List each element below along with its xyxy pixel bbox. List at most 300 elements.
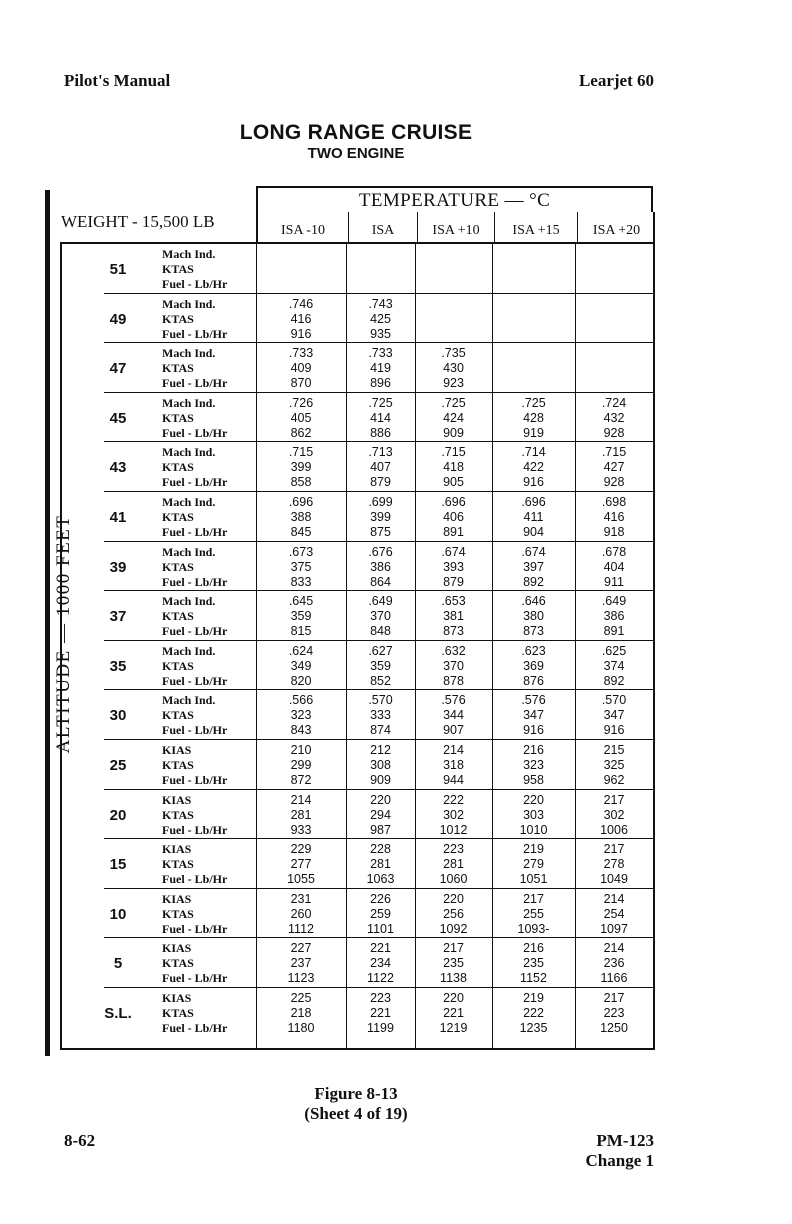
parameter-label: Fuel - Lb/Hr bbox=[162, 673, 228, 688]
altitude-value: 49 bbox=[109, 310, 127, 328]
altitude-value: 41 bbox=[109, 509, 127, 526]
table-cell: 424 bbox=[443, 410, 464, 425]
table-cell: 216 bbox=[523, 941, 544, 956]
altitude-axis-text: ALTITUDE — 1000 FEET bbox=[53, 514, 74, 754]
parameter-label: KIAS bbox=[162, 991, 192, 1005]
parameter-label: KTAS bbox=[162, 807, 194, 822]
table-cell: 254 bbox=[603, 906, 625, 921]
parameter-label: KTAS bbox=[162, 956, 194, 971]
table-cell: 386 bbox=[370, 559, 391, 574]
table-cell: .726 bbox=[288, 395, 314, 410]
parameter-label: Fuel - Lb/Hr bbox=[162, 822, 228, 837]
table-cell: 1122 bbox=[367, 971, 394, 986]
table-cell: 302 bbox=[443, 807, 464, 822]
table-cell: .632 bbox=[441, 643, 466, 658]
parameter-label: Fuel - Lb/Hr bbox=[162, 723, 228, 738]
parameter-label: Mach Ind. bbox=[162, 346, 216, 361]
table-cell: 388 bbox=[290, 510, 312, 524]
column-header: ISA +10 bbox=[417, 212, 494, 242]
table-cell: 416 bbox=[290, 311, 312, 326]
table-cell: .733 bbox=[288, 346, 314, 361]
table-cell: 1180 bbox=[287, 1021, 315, 1035]
parameter-label: KTAS bbox=[162, 311, 194, 326]
table-cell: 878 bbox=[443, 673, 464, 688]
table-cell: 260 bbox=[290, 906, 312, 921]
table-cell: 411 bbox=[523, 510, 544, 524]
table-cell: 1199 bbox=[367, 1021, 394, 1035]
table-cell: 405 bbox=[290, 410, 312, 425]
table-cell: 419 bbox=[370, 361, 391, 376]
table-cell: 422 bbox=[523, 460, 544, 475]
table-cell: 217 bbox=[443, 941, 464, 956]
table-cell: .570 bbox=[368, 693, 393, 708]
table-cell: 217 bbox=[603, 792, 625, 807]
table-cell: .576 bbox=[441, 693, 466, 708]
table-cell: 909 bbox=[443, 425, 464, 440]
table-cell: 873 bbox=[523, 624, 544, 639]
table-cell: .699 bbox=[368, 495, 393, 509]
table-cell: 928 bbox=[603, 475, 625, 490]
table-cell: 432 bbox=[603, 410, 625, 425]
page-subtitle: TWO ENGINE bbox=[307, 145, 405, 162]
table-cell: 222 bbox=[523, 1006, 544, 1020]
table-cell: .576 bbox=[521, 693, 546, 708]
parameter-label: Mach Ind. bbox=[162, 643, 216, 658]
parameter-label: Mach Ind. bbox=[162, 445, 216, 460]
parameter-label: Fuel - Lb/Hr bbox=[162, 425, 228, 440]
table-cell: 1093- bbox=[517, 921, 550, 936]
table-cell: .724 bbox=[601, 395, 627, 410]
figure-caption: Figure 8-13 bbox=[314, 1084, 398, 1103]
table-cell: 916 bbox=[290, 326, 312, 341]
altitude-value: 47 bbox=[109, 360, 127, 378]
table-row bbox=[62, 938, 653, 988]
table-cell: 223 bbox=[603, 1006, 625, 1020]
altitude-value: 30 bbox=[109, 707, 127, 725]
table-cell: .715 bbox=[288, 445, 314, 460]
table-cell: 843 bbox=[290, 723, 312, 738]
table-cell: .746 bbox=[288, 296, 314, 311]
table-cell: 1012 bbox=[439, 822, 468, 837]
table-cell: .725 bbox=[441, 395, 466, 410]
table-cell: 221 bbox=[443, 1006, 464, 1020]
altitude-value: 20 bbox=[109, 806, 127, 824]
table-cell: 278 bbox=[603, 857, 625, 872]
table-cell: 414 bbox=[370, 410, 391, 425]
table-cell: 302 bbox=[603, 807, 625, 822]
parameter-label: Mach Ind. bbox=[162, 296, 216, 311]
parameter-label: KIAS bbox=[162, 941, 192, 956]
parameter-label: KTAS bbox=[162, 708, 194, 723]
altitude-value: 39 bbox=[109, 558, 127, 576]
table-cell: 399 bbox=[290, 460, 312, 475]
parameter-label: Mach Ind. bbox=[162, 495, 216, 509]
table-cell: 333 bbox=[370, 708, 391, 723]
parameter-label: KTAS bbox=[162, 262, 194, 276]
table-cell: .698 bbox=[601, 495, 627, 509]
parameter-label: KIAS bbox=[162, 792, 192, 807]
table-cell: 1250 bbox=[600, 1021, 628, 1035]
table-cell: 349 bbox=[290, 658, 312, 673]
table-cell: 294 bbox=[370, 807, 391, 822]
table-cell: 916 bbox=[523, 723, 544, 738]
table-cell: 406 bbox=[443, 510, 464, 524]
table-cell: 219 bbox=[523, 842, 544, 857]
table-cell: 909 bbox=[370, 773, 391, 787]
table-cell: 229 bbox=[290, 842, 312, 857]
altitude-value: 10 bbox=[109, 905, 127, 923]
table-row bbox=[62, 889, 653, 939]
table-cell: .674 bbox=[521, 544, 546, 559]
table-cell: 879 bbox=[443, 574, 464, 589]
table-cell: 380 bbox=[523, 609, 544, 624]
table-cell: 347 bbox=[523, 708, 544, 723]
table-cell: 872 bbox=[290, 773, 312, 787]
table-cell: 876 bbox=[523, 673, 544, 688]
table-row bbox=[62, 244, 653, 294]
table-cell: 815 bbox=[290, 624, 312, 639]
table-cell: 381 bbox=[443, 609, 464, 624]
table-cell: 226 bbox=[370, 891, 391, 906]
table-cell: .696 bbox=[441, 495, 466, 509]
table-row bbox=[62, 790, 653, 840]
table-cell: 214 bbox=[443, 743, 464, 757]
table-cell: 217 bbox=[523, 891, 544, 906]
table-cell: 225 bbox=[290, 991, 312, 1005]
parameter-label: KIAS bbox=[162, 743, 192, 757]
table-cell: 237 bbox=[290, 956, 312, 971]
table-row bbox=[62, 442, 653, 492]
table-row bbox=[62, 393, 653, 443]
table-cell: 399 bbox=[370, 510, 391, 524]
parameter-label: KTAS bbox=[162, 1006, 194, 1020]
header-aircraft: Learjet 60 bbox=[578, 71, 654, 90]
table-cell: 820 bbox=[290, 673, 312, 688]
parameter-label: KIAS bbox=[162, 842, 192, 857]
table-cell: 892 bbox=[523, 574, 544, 589]
table-cell: 1055 bbox=[287, 872, 315, 887]
table-cell: 911 bbox=[604, 574, 624, 589]
table-cell: 227 bbox=[290, 941, 312, 956]
table-row bbox=[62, 343, 653, 393]
table-cell: 845 bbox=[290, 525, 312, 539]
parameter-label: Fuel - Lb/Hr bbox=[162, 574, 228, 589]
parameter-label: Fuel - Lb/Hr bbox=[162, 475, 228, 490]
table-cell: .735 bbox=[441, 346, 466, 361]
table-cell: 359 bbox=[370, 658, 391, 673]
parameter-label: KTAS bbox=[162, 609, 194, 624]
table-cell: .673 bbox=[288, 544, 314, 559]
table-cell: 427 bbox=[603, 460, 625, 475]
table-cell: 918 bbox=[603, 525, 625, 539]
figure-sheet: (Sheet 4 of 19) bbox=[304, 1104, 408, 1123]
table-cell: .696 bbox=[288, 495, 314, 509]
table-cell: 277 bbox=[290, 857, 312, 872]
table-cell: 228 bbox=[370, 842, 391, 857]
cruise-table bbox=[53, 186, 655, 1050]
table-cell: .625 bbox=[601, 643, 627, 658]
table-cell: 386 bbox=[603, 609, 625, 624]
parameter-label: Mach Ind. bbox=[162, 693, 216, 708]
table-cell: 928 bbox=[603, 425, 625, 440]
parameter-label: Fuel - Lb/Hr bbox=[162, 525, 228, 539]
change-bar bbox=[45, 190, 50, 1056]
table-cell: 393 bbox=[443, 559, 464, 574]
table-cell: 430 bbox=[443, 361, 464, 376]
table-cell: 374 bbox=[603, 658, 625, 673]
table-cell: 217 bbox=[603, 842, 625, 857]
table-cell: 375 bbox=[290, 559, 312, 574]
weight-label: WEIGHT - 15,500 LB bbox=[61, 212, 215, 231]
table-row bbox=[62, 839, 653, 889]
change-number: Change 1 bbox=[585, 1151, 654, 1170]
header-manual-title: Pilot's Manual bbox=[64, 71, 171, 90]
table-cell: 235 bbox=[443, 956, 464, 971]
table-cell: 864 bbox=[370, 574, 391, 589]
table-cell: .627 bbox=[368, 643, 393, 658]
parameter-label: Mach Ind. bbox=[162, 544, 216, 559]
page-number: 8-62 bbox=[64, 1131, 96, 1150]
table-cell: 879 bbox=[370, 475, 391, 490]
table-cell: 212 bbox=[370, 743, 391, 757]
table-cell: .715 bbox=[601, 445, 627, 460]
table-cell: .678 bbox=[601, 544, 627, 559]
table-cell: 409 bbox=[290, 361, 312, 376]
table-cell: 217 bbox=[603, 991, 625, 1005]
table-cell: 1166 bbox=[600, 971, 628, 986]
table-cell: 359 bbox=[290, 609, 312, 624]
parameter-label: Fuel - Lb/Hr bbox=[162, 773, 228, 787]
altitude-value: 51 bbox=[109, 261, 127, 278]
table-cell: 1049 bbox=[600, 872, 628, 887]
table-cell: 281 bbox=[443, 857, 464, 872]
table-cell: 418 bbox=[443, 460, 464, 475]
table-cell: 896 bbox=[370, 376, 391, 391]
column-header: ISA +15 bbox=[494, 212, 577, 242]
table-cell: 325 bbox=[603, 758, 625, 772]
table-row bbox=[62, 641, 653, 691]
table-cell: 873 bbox=[443, 624, 464, 639]
column-header: ISA -10 bbox=[281, 223, 325, 238]
table-cell: 416 bbox=[603, 510, 625, 524]
parameter-label: KTAS bbox=[162, 857, 194, 872]
table-cell: 369 bbox=[523, 658, 544, 673]
table-cell: 214 bbox=[603, 891, 625, 906]
table-row bbox=[62, 591, 653, 641]
table-cell: 220 bbox=[370, 792, 391, 807]
table-cell: 231 bbox=[290, 891, 312, 906]
table-cell: .566 bbox=[288, 693, 314, 708]
table-cell: 874 bbox=[370, 723, 391, 738]
parameter-label: KIAS bbox=[162, 891, 192, 906]
table-cell: 1138 bbox=[440, 971, 467, 986]
table-cell: .646 bbox=[521, 594, 546, 609]
table-cell: 281 bbox=[290, 807, 312, 822]
table-cell: 1112 bbox=[288, 921, 314, 936]
table-cell: 916 bbox=[603, 723, 625, 738]
table-cell: 904 bbox=[523, 525, 544, 539]
table-cell: 858 bbox=[290, 475, 312, 490]
table-cell: 1010 bbox=[519, 822, 548, 837]
table-cell: .715 bbox=[441, 445, 466, 460]
table-cell: 907 bbox=[443, 723, 464, 738]
table-cell: .725 bbox=[368, 395, 393, 410]
parameter-label: Fuel - Lb/Hr bbox=[162, 1021, 228, 1035]
altitude-value: 35 bbox=[109, 657, 127, 675]
table-cell: 259 bbox=[370, 906, 391, 921]
table-cell: 923 bbox=[443, 376, 464, 391]
parameter-label: Mach Ind. bbox=[162, 247, 216, 261]
table-cell: 279 bbox=[523, 857, 544, 872]
parameter-label: KTAS bbox=[162, 361, 194, 376]
table-cell: 323 bbox=[523, 758, 544, 772]
table-cell: .676 bbox=[368, 544, 393, 559]
table-cell: 235 bbox=[523, 956, 544, 971]
table-row bbox=[62, 740, 653, 790]
table-cell: .645 bbox=[288, 594, 314, 609]
altitude-value: 15 bbox=[109, 856, 127, 874]
parameter-label: KTAS bbox=[162, 410, 194, 425]
table-cell: 299 bbox=[290, 758, 312, 772]
table-cell: .649 bbox=[601, 594, 627, 609]
table-cell: 404 bbox=[603, 559, 625, 574]
table-row bbox=[62, 988, 653, 1038]
table-cell: .713 bbox=[368, 445, 393, 460]
table-cell: 1063 bbox=[366, 872, 395, 887]
table-cell: 875 bbox=[370, 525, 391, 539]
table-cell: 318 bbox=[443, 758, 464, 772]
table-cell: 870 bbox=[290, 376, 312, 391]
parameter-label: Fuel - Lb/Hr bbox=[162, 376, 228, 391]
table-cell: 255 bbox=[523, 906, 544, 921]
parameter-label: KTAS bbox=[162, 658, 194, 673]
table-cell: 862 bbox=[290, 425, 312, 440]
table-cell: 1101 bbox=[367, 921, 394, 936]
table-cell: 214 bbox=[290, 792, 312, 807]
table-cell: 425 bbox=[370, 311, 391, 326]
table-cell: 220 bbox=[523, 792, 544, 807]
table-cell: .714 bbox=[521, 445, 546, 460]
table-cell: 308 bbox=[370, 758, 391, 772]
table-cell: 220 bbox=[443, 991, 464, 1005]
document-number: PM-123 bbox=[596, 1131, 654, 1150]
table-row bbox=[62, 690, 653, 740]
altitude-value: S.L. bbox=[104, 1005, 132, 1022]
table-cell: 344 bbox=[443, 708, 464, 723]
table-row bbox=[62, 542, 653, 592]
table-cell: 221 bbox=[370, 1006, 391, 1020]
parameter-label: KTAS bbox=[162, 510, 194, 524]
table-cell: 916 bbox=[523, 475, 544, 490]
table-cell: 397 bbox=[523, 559, 544, 574]
table-cell: .743 bbox=[368, 296, 393, 311]
table-cell: 256 bbox=[443, 906, 464, 921]
table-cell: 220 bbox=[443, 891, 464, 906]
table-cell: 935 bbox=[370, 326, 391, 341]
parameter-label: KTAS bbox=[162, 460, 194, 475]
table-cell: 1060 bbox=[439, 872, 468, 887]
table-cell: .674 bbox=[441, 544, 466, 559]
altitude-value: 43 bbox=[109, 459, 127, 477]
table-cell: .725 bbox=[521, 395, 546, 410]
table-cell: 219 bbox=[523, 991, 544, 1005]
parameter-label: Fuel - Lb/Hr bbox=[162, 971, 228, 986]
table-cell: 987 bbox=[370, 822, 391, 837]
table-cell: 1006 bbox=[600, 822, 628, 837]
table-cell: 848 bbox=[370, 624, 391, 639]
table-body bbox=[53, 242, 655, 1050]
table-cell: 1092 bbox=[439, 921, 468, 936]
table-cell: 891 bbox=[443, 525, 464, 539]
table-cell: .623 bbox=[521, 643, 546, 658]
table-cell: 303 bbox=[523, 807, 544, 822]
table-cell: 905 bbox=[443, 475, 464, 490]
parameter-label: KTAS bbox=[162, 906, 194, 921]
page-title: LONG RANGE CRUISE bbox=[239, 121, 473, 144]
table-row bbox=[62, 492, 653, 542]
parameter-label: Fuel - Lb/Hr bbox=[162, 921, 228, 936]
table-cell: 370 bbox=[443, 658, 464, 673]
altitude-value: 37 bbox=[109, 608, 127, 626]
table-cell: 919 bbox=[523, 425, 544, 440]
table-cell: .733 bbox=[368, 346, 393, 361]
table-cell: 962 bbox=[603, 773, 625, 787]
table-cell: 218 bbox=[290, 1006, 312, 1020]
table-cell: .696 bbox=[521, 495, 546, 509]
table-cell: 370 bbox=[370, 609, 391, 624]
altitude-value: 45 bbox=[109, 409, 127, 427]
table-cell: 323 bbox=[290, 708, 312, 723]
table-cell: 1051 bbox=[519, 872, 548, 887]
table-cell: 1219 bbox=[439, 1021, 468, 1035]
altitude-value: 25 bbox=[109, 757, 127, 774]
table-cell: 852 bbox=[370, 673, 391, 688]
table-cell: 833 bbox=[290, 574, 312, 589]
table-cell: 933 bbox=[290, 822, 312, 837]
table-cell: 428 bbox=[523, 410, 544, 425]
parameter-label: Fuel - Lb/Hr bbox=[162, 277, 228, 291]
table-cell: 1097 bbox=[600, 921, 628, 936]
table-cell: 222 bbox=[443, 792, 464, 807]
parameter-label: Fuel - Lb/Hr bbox=[162, 326, 228, 341]
table-cell: .624 bbox=[288, 643, 314, 658]
table-cell: 281 bbox=[370, 857, 391, 872]
table-cell: 1152 bbox=[520, 971, 547, 986]
table-cell: 223 bbox=[443, 842, 464, 857]
table-cell: .570 bbox=[601, 693, 627, 708]
table-row bbox=[62, 294, 653, 344]
table-cell: 234 bbox=[370, 956, 391, 971]
parameter-label: Fuel - Lb/Hr bbox=[162, 624, 228, 639]
table-cell: 236 bbox=[603, 956, 625, 971]
parameter-label: KTAS bbox=[162, 758, 194, 772]
table-cell: 215 bbox=[603, 743, 625, 757]
temperature-header: TEMPERATURE — °C bbox=[256, 186, 653, 212]
table-cell: 216 bbox=[523, 743, 544, 757]
table-cell: 1123 bbox=[287, 971, 315, 986]
parameter-label: KTAS bbox=[162, 559, 194, 574]
table-cell: 223 bbox=[370, 991, 391, 1005]
column-header: ISA bbox=[348, 212, 417, 242]
table-cell: 891 bbox=[603, 624, 625, 639]
table-cell: 886 bbox=[370, 425, 391, 440]
table-cell: 407 bbox=[370, 460, 391, 475]
table-cell: 210 bbox=[290, 743, 312, 757]
table-cell: 214 bbox=[603, 941, 625, 956]
column-headers bbox=[256, 212, 655, 242]
parameter-label: Fuel - Lb/Hr bbox=[162, 872, 228, 887]
table-cell: 347 bbox=[603, 708, 625, 723]
